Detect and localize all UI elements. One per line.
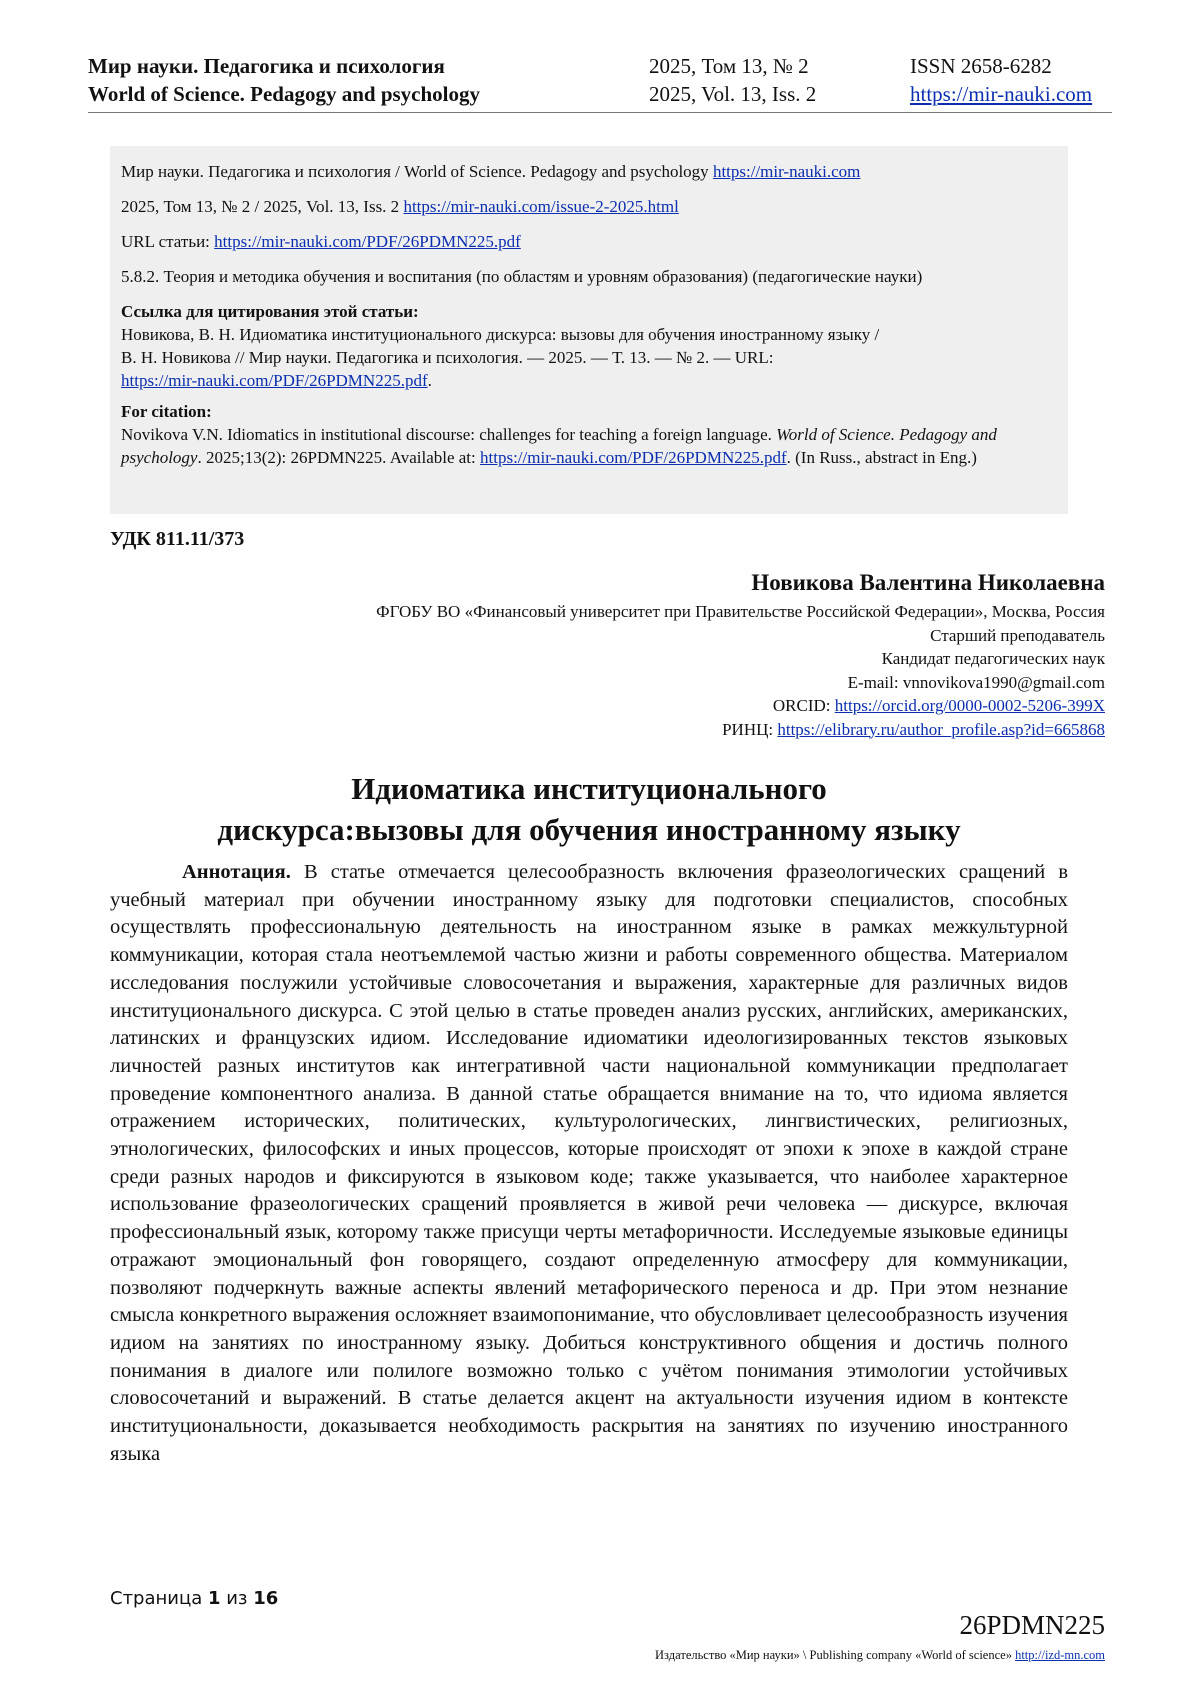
udk-code: УДК 811.11/373 <box>110 528 245 550</box>
orcid-label: ORCID: <box>772 696 835 715</box>
header-issue-ru: 2025, Том 13, № 2 <box>649 54 809 78</box>
author-block <box>376 568 1105 741</box>
cite-ru-link[interactable]: https://mir-nauki.com/PDF/26PDMN225.pdf <box>121 371 428 390</box>
citebox-specialty: 5.8.2. Теория и методика обучения и воспитания (по областям и уровням образования) (педагогические науки) <box>121 267 923 286</box>
page-prefix: Страница <box>110 1588 208 1609</box>
page-mid: из <box>220 1588 254 1609</box>
article-code: 26PDMN225 <box>959 1610 1105 1640</box>
header-issue <box>649 52 816 108</box>
cite-en-label: For citation: <box>121 402 212 421</box>
header-journal-en: World of Science. Pedagogy and psychology <box>88 82 481 106</box>
cite-en-block <box>121 400 1057 469</box>
cite-en-link[interactable]: https://mir-nauki.com/PDF/26PDMN225.pdf <box>480 448 787 467</box>
page-number <box>110 1588 278 1609</box>
citebox-url-label: URL статьи: <box>121 232 215 251</box>
citebox-issue-line <box>121 195 1057 218</box>
rinc-link[interactable]: https://elibrary.ru/author_profile.asp?id=665868 <box>777 719 1105 739</box>
publisher-text: Издательство «Мир науки» \ Publishing company «World of science» <box>655 1648 1016 1662</box>
cite-en-text1: Novikova V.N. Idiomatics in institutional discourse: challenges for teaching a foreign language. <box>121 425 777 444</box>
author-position: Старший преподаватель <box>930 625 1105 645</box>
article-title-line1: Идиоматика институционального <box>351 771 827 806</box>
article-title-line2: дискурса:вызовы для обучения иностранному языку <box>217 812 961 847</box>
cite-ru-block <box>121 300 1057 392</box>
abstract-label: Аннотация. <box>182 861 291 883</box>
header-issue-en: 2025, Vol. 13, Iss. 2 <box>649 82 817 106</box>
cite-en-text2: . 2025;13(2): 26PDMN225. Available at: <box>197 448 481 467</box>
author-name: Новикова Валентина Николаевна <box>751 570 1105 595</box>
page-total: 16 <box>253 1588 279 1609</box>
citebox-journal-link[interactable]: https://mir-nauki.com <box>712 162 861 181</box>
citation-box <box>110 146 1068 514</box>
header-site-link[interactable]: https://mir-nauki.com <box>910 82 1093 106</box>
author-affiliation: ФГОБУ ВО «Финансовый университет при Правительстве Российской Федерации», Москва, Россия <box>376 602 1105 621</box>
citebox-journal-line <box>121 160 1057 183</box>
cite-ru-line2: В. Н. Новикова // Мир науки. Педагогика и психология. — 2025. — Т. 13. — № 2. — URL: <box>121 348 774 367</box>
cite-en-journal: World of Science. Pedagogy and psychology <box>121 425 997 467</box>
abstract <box>110 859 1068 1468</box>
publisher-link[interactable]: http://izd-mn.com <box>1015 1648 1105 1662</box>
publisher-line <box>655 1648 1105 1663</box>
citebox-url-line <box>121 230 1057 253</box>
header-issn: ISSN 2658-6282 <box>910 54 1052 78</box>
page-current: 1 <box>207 1588 221 1609</box>
cite-ru-label: Ссылка для цитирования этой статьи: <box>121 302 419 321</box>
running-header <box>88 52 1112 113</box>
header-journal-ru: Мир науки. Педагогика и психология <box>88 54 445 78</box>
header-journal <box>88 52 480 108</box>
cite-ru-line1: Новикова, В. Н. Идиоматика институционального дискурса: вызовы для обучения иностранному языку / <box>121 325 880 344</box>
author-rinc <box>376 718 1105 742</box>
rinc-label: РИНЦ: <box>722 719 778 739</box>
header-issn-site <box>910 52 1092 108</box>
citebox-issue-text: 2025, Том 13, № 2 / 2025, Vol. 13, Iss. 2 <box>121 197 404 216</box>
abstract-text: В статье отмечается целесообразность включения фразеологических сращений в учебный материал при обучении иностранному языку для подготовки специалистов, способных осуществлять профессиональную деятельность на иностранном языке в рамках межкультурной коммуникации, которая стала неотъемлемой частью жизни и работы современного общества. Материалом исследования послужили устойчивые словосочетания и выражения, характерные для различных видов институционального дискурса. С этой целью в статье проведен анализ русских, английских, американских, латинских и французских идиом. Исследование идиоматики идеологизированных текстов языковых личностей разных институтов как интегративной части национальной коммуникации предполагает проведение компонентного анализа. В данной статье обращается внимание на то, что идиома является отражением исторических, политических, культурологических, лингвистических, религиозных, этнологических, философских и иных процессов, которые происходят от эпохи к эпохе в каждой стране среди разных народов и фиксируются в языковом коде; также указывается, что наиболее характерное использование фразеологических сращений проявляется в живой речи человека — дискурсе, включая профессиональный язык, которому также присущи черты метафоричности. Исследуемые языковые единицы отражают эмоциональный фон говорящего, создают определенную атмосферу для коммуникации, позволяют подчеркнуть важные аспекты явлений метафорического переноса и др. При этом незнание смысла конкретного выражения осложняет взаимопонимание, что обусловливает целесообразность изучения идиом на занятиях по иностранному языку. Добиться конструктивного общения и достичь полного понимания в диалоге или полилоге возможно только с учётом понимания этимологии устойчивых словосочетаний и выражений. В статье делается акцент на актуальности изучения идиом в контексте институциональности, доказывается необходимость раскрытия на занятиях по изучению иностранного языка <box>110 861 1068 1465</box>
author-degree: Кандидат педагогических наук <box>881 649 1105 668</box>
article-title <box>110 768 1068 850</box>
citebox-url-link[interactable]: https://mir-nauki.com/PDF/26PDMN225.pdf <box>214 232 521 251</box>
cite-ru-end: . <box>427 371 432 390</box>
citebox-journal-text: Мир науки. Педагогика и психология / World of Science. Pedagogy and psychology <box>121 162 713 181</box>
cite-en-text3: . (In Russ., abstract in Eng.) <box>786 448 977 467</box>
citebox-issue-link[interactable]: https://mir-nauki.com/issue-2-2025.html <box>403 197 679 216</box>
author-email: E-mail: vnnovikova1990@gmail.com <box>847 672 1105 692</box>
orcid-link[interactable]: https://orcid.org/0000-0002-5206-399X <box>834 696 1105 715</box>
author-orcid <box>376 694 1105 718</box>
